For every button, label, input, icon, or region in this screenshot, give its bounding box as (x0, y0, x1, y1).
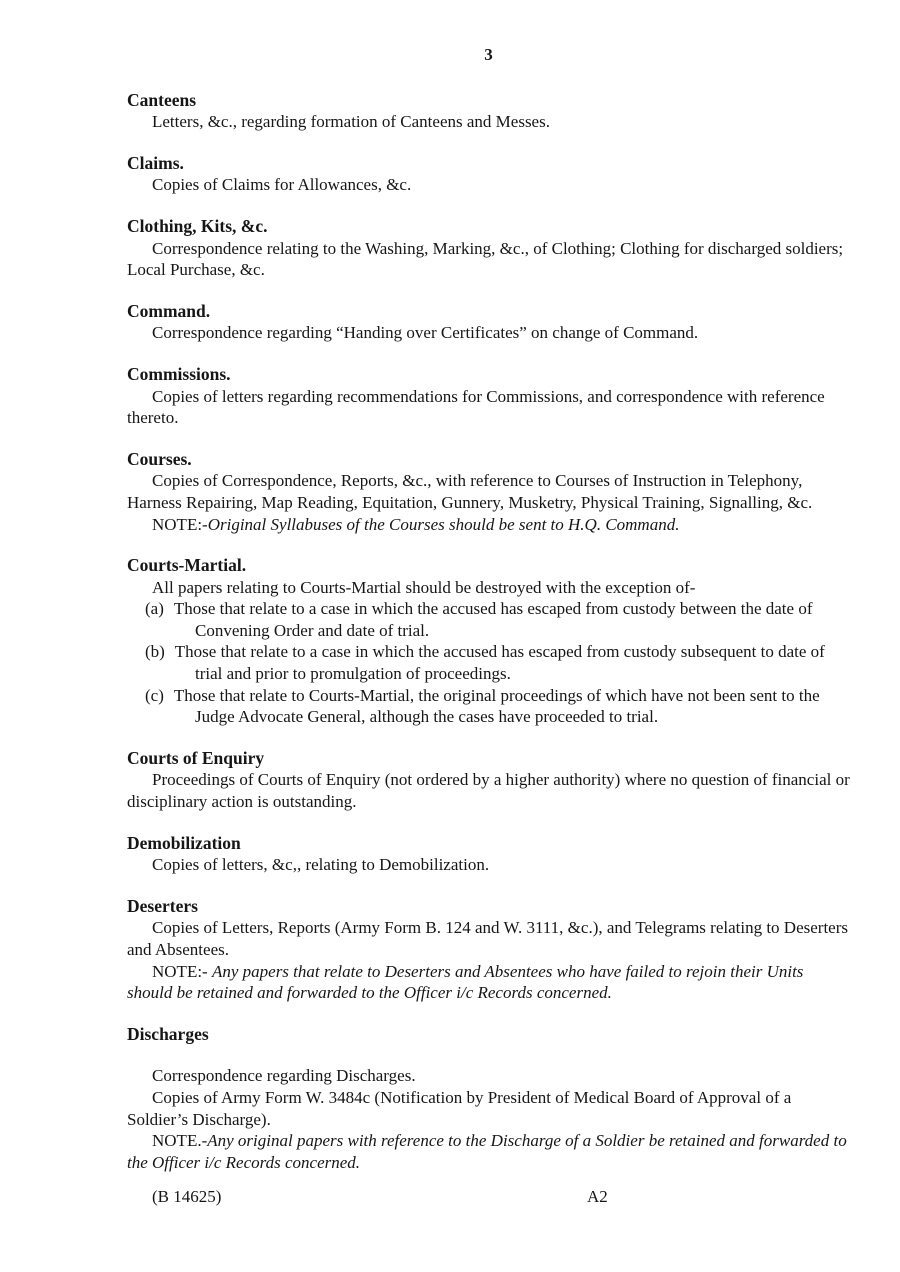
section-command (127, 301, 850, 344)
section-note (127, 514, 850, 536)
section-heading: Courses. (127, 448, 192, 469)
note-text: Any papers that relate to Deserters and Absentees who have failed to rejoin their Units should be retained and forwarded to the Officer i/c Records concerned. (127, 961, 804, 1003)
page-content (127, 44, 850, 1173)
section-commissions (127, 364, 850, 429)
list-item-marker: (c) (145, 685, 164, 705)
section-canteens (127, 90, 850, 133)
list-item-text: Those that relate to Courts-Martial, the original proceedings of which have not been sent to the Judge Advocate General, although the cases have proceeded to trial. (173, 685, 820, 727)
section-paragraph: Letters, &c., regarding formation of Canteens and Messes. (152, 112, 550, 132)
list-item (127, 598, 850, 641)
note-prefix: NOTE.- (152, 1131, 208, 1151)
section-paragraph: Correspondence regarding Discharges. (152, 1066, 416, 1086)
section-deserters (127, 896, 850, 1004)
footer-print-code: (B 14625) (152, 1187, 222, 1206)
page-footer (127, 1186, 850, 1208)
section-paragraph: Copies of Army Form W. 3484c (Notification by President of Medical Board of Approval of a Soldier’s Discharge). (127, 1087, 792, 1129)
list-item (127, 641, 850, 684)
section-paragraph: Copies of Claims for Allowances, &c. (152, 175, 412, 195)
list-item-marker: (a) (145, 599, 164, 619)
section-courts-of-enquiry (127, 748, 850, 813)
section-paragraph: Copies of Letters, Reports (Army Form B. 124 and W. 3111, &c.), and Telegrams relating to Deserters and Absentees. (127, 918, 848, 959)
section-paragraph: Copies of Correspondence, Reports, &c., with reference to Courses of Instruction in Telephony, Harness Repairing, Map Reading, Equitation, Gunnery, Musketry, Physical Training, Signalling, &c. (127, 471, 813, 512)
section-paragraph: Correspondence relating to the Washing, Marking, &c., of Clothing; Clothing for discharged soldiers; Local Purchase, &c. (127, 238, 844, 280)
section-heading: Command. (127, 300, 211, 321)
section-heading: Courts of Enquiry (127, 747, 265, 768)
section-paragraph: Copies of letters regarding recommendations for Commissions, and correspondence with reference thereto. (127, 386, 825, 428)
section-demobilization (127, 833, 850, 876)
list-item-text: Those that relate to a case in which the accused has escaped from custody subsequent to date of trial and prior to promulgation of proceedings. (174, 642, 825, 684)
section-heading: Courts-Martial. (127, 555, 247, 576)
section-courts-martial (127, 555, 850, 728)
list-item-marker: (b) (145, 642, 165, 662)
section-clothing-kits (127, 216, 850, 281)
section-heading: Claims. (127, 152, 184, 173)
list-item (127, 685, 850, 728)
section-heading: Commissions. (127, 363, 231, 384)
section-claims (127, 153, 850, 196)
section-heading: Deserters (127, 895, 198, 916)
section-note (127, 961, 850, 1004)
section-discharges (127, 1024, 850, 1174)
section-paragraph: Copies of letters, &c,, relating to Demobilization. (152, 855, 490, 875)
note-prefix: NOTE:- (152, 514, 208, 534)
list-item-text: Those that relate to a case in which the accused has escaped from custody between the date of Convening Order and date of trial. (173, 599, 813, 640)
section-paragraph: Proceedings of Courts of Enquiry (not ordered by a higher authority) where no question of financial or disciplinary action is outstanding. (127, 770, 850, 812)
section-courses (127, 449, 850, 535)
section-heading: Discharges (127, 1023, 209, 1044)
section-heading: Clothing, Kits, &c. (127, 215, 268, 236)
section-paragraph: All papers relating to Courts-Martial should be destroyed with the exception of- (152, 577, 696, 597)
footer-signature-mark: A2 (587, 1187, 608, 1206)
section-note (127, 1130, 850, 1173)
section-paragraph: Correspondence regarding “Handing over Certificates” on change of Command. (152, 323, 699, 343)
note-text: Original Syllabuses of the Courses should be sent to H.Q. Command. (207, 514, 680, 534)
page-number: 3 (484, 45, 493, 64)
section-heading: Canteens (127, 89, 197, 110)
section-heading: Demobilization (127, 832, 241, 853)
note-text: Any original papers with reference to the Discharge of a Soldier be retained and forwarded to the Officer i/c Records concerned. (127, 1131, 847, 1172)
note-prefix: NOTE:- (152, 961, 212, 981)
